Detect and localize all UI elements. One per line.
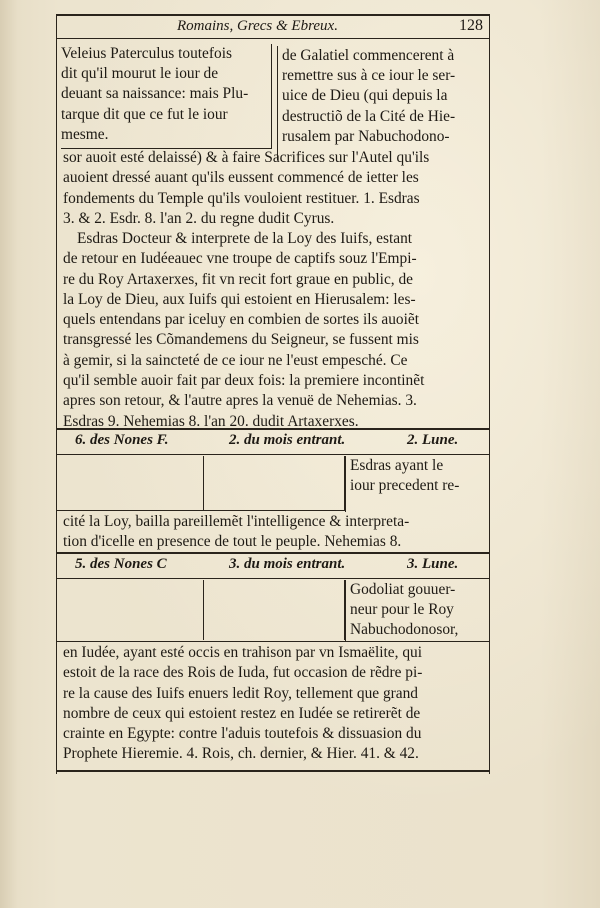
- text-line: Godoliat gouuer-: [350, 581, 456, 598]
- day1-entry-box: [345, 456, 490, 512]
- divider-rule: [57, 641, 489, 642]
- text-line: dit qu'il mourut le iour de: [61, 65, 219, 83]
- text-line: quels entendans par iceluy en combien de sortes ils auoiẽt: [63, 311, 420, 329]
- text-line: fondements du Temple qu'ils vouloient restituer. 1. Esdras: [63, 189, 420, 207]
- text-line: en Iudée, ayant esté occis en trahison par vn Ismaëlite, qui: [63, 644, 422, 661]
- running-header: [57, 14, 489, 39]
- divider-rule: [57, 578, 489, 579]
- text-line: transgressé les Cõmandemens du Seigneur, se fussent mis: [63, 331, 419, 349]
- day-row-1: [57, 430, 489, 452]
- text-line: remettre sus à ce iour le ser-: [282, 67, 456, 85]
- month-day-label: 3. du mois entrant.: [229, 556, 346, 572]
- text-line: rusalem par Nabuchodono-: [282, 127, 450, 145]
- day-row-2: [57, 554, 489, 576]
- top-left-column: [57, 38, 273, 156]
- nones-label: 5. des Nones C: [75, 556, 167, 572]
- top-left-box: [61, 44, 272, 149]
- page-number: 128: [459, 17, 483, 34]
- text-line: la Loy de Dieu, aux Iuifs qui estoient en Hierusalem: les-: [63, 290, 416, 308]
- text-line: Esdras ayant le: [350, 457, 444, 474]
- paragraph-4: [63, 643, 422, 765]
- empty-cell: [203, 456, 345, 510]
- top-right-column: [273, 38, 489, 156]
- text-line: apres son retour, & l'autre apres la venuë de Nehemias. 3.: [63, 392, 417, 410]
- moon-label: 2. Lune.: [407, 432, 459, 448]
- page-frame: [56, 14, 490, 774]
- paragraph-1: [63, 148, 429, 229]
- text-line: cité la Loy, bailla pareillemẽt l'intelligence & interpreta-: [63, 513, 410, 530]
- text-line: Nabuchodonosor,: [350, 621, 459, 639]
- text-line: estoit de la race des Rois de Iuda, fut occasion de rẽdre pi-: [63, 664, 423, 682]
- empty-cell: [203, 580, 345, 640]
- text-line: tarque dit que ce fut le iour: [61, 105, 228, 123]
- running-title: Romains, Grecs & Ebreux.: [177, 18, 338, 34]
- text-line: à gemir, si la saincteté de ce iour ne l'eust empesché. Ce: [63, 351, 408, 369]
- text-line: mesme.: [61, 125, 109, 143]
- text-line: de Galatiel commencerent à: [282, 47, 455, 64]
- text-line: re du Roy Artaxerxes, fit vn recit fort graue en public, de: [63, 270, 414, 288]
- divider-rule: [57, 454, 489, 455]
- text-line: re la cause des Iuifs enuers ledit Roy, tellement que grand: [63, 684, 418, 702]
- text-line: Prophete Hieremie. 4. Rois, ch. dernier, & Hier. 41. & 42.: [63, 745, 419, 763]
- text-line: 3. & 2. Esdr. 8. l'an 2. du regne dudit Cyrus.: [63, 209, 335, 227]
- top-right-box: [277, 46, 492, 160]
- text-line: Veleius Paterculus toutefois: [61, 45, 232, 62]
- text-line: iour precedent re-: [350, 477, 460, 495]
- paragraph-2: [63, 229, 424, 432]
- text-line: Esdras Docteur & interprete de la Loy des Iuifs, estant: [77, 230, 413, 247]
- month-day-label: 2. du mois entrant.: [229, 432, 346, 448]
- nones-label: 6. des Nones F.: [75, 432, 169, 448]
- text-line: destructiõ de la Cité de Hie-: [282, 107, 456, 125]
- text-line: crainte en Egypte: contre l'aduis toutefois & dissuasion du: [63, 725, 422, 743]
- text-line: uice de Dieu (qui depuis la: [282, 87, 448, 105]
- text-line: nombre de ceux qui estoient restez en Iudée se retirerẽt de: [63, 704, 421, 722]
- moon-label: 3. Lune.: [407, 556, 459, 572]
- divider-rule: [57, 510, 345, 511]
- paragraph-3: [63, 512, 409, 553]
- text-line: deuant sa naissance: mais Plu-: [61, 85, 249, 103]
- text-line: de retour en Iudéeauec vne troupe de captifs souz l'Empi-: [63, 250, 417, 268]
- text-line: auoient dressé auant qu'ils eussent commencé de ietter les: [63, 169, 419, 187]
- text-line: sor auoit esté delaissé) & à faire Sacrifices sur l'Autel qu'ils: [63, 149, 430, 166]
- text-line: Esdras 9. Nehemias 8. l'an 20. dudit Artaxerxes.: [63, 412, 359, 430]
- text-line: qu'il semble auoir fait par deux fois: la premiere incontinẽt: [63, 372, 425, 390]
- day2-entry-box: [345, 580, 490, 642]
- text-line: neur pour le Roy: [350, 601, 454, 619]
- text-line: tion d'icelle en presence de tout le peuple. Nehemias 8.: [63, 533, 402, 551]
- bottom-rule: [57, 770, 489, 772]
